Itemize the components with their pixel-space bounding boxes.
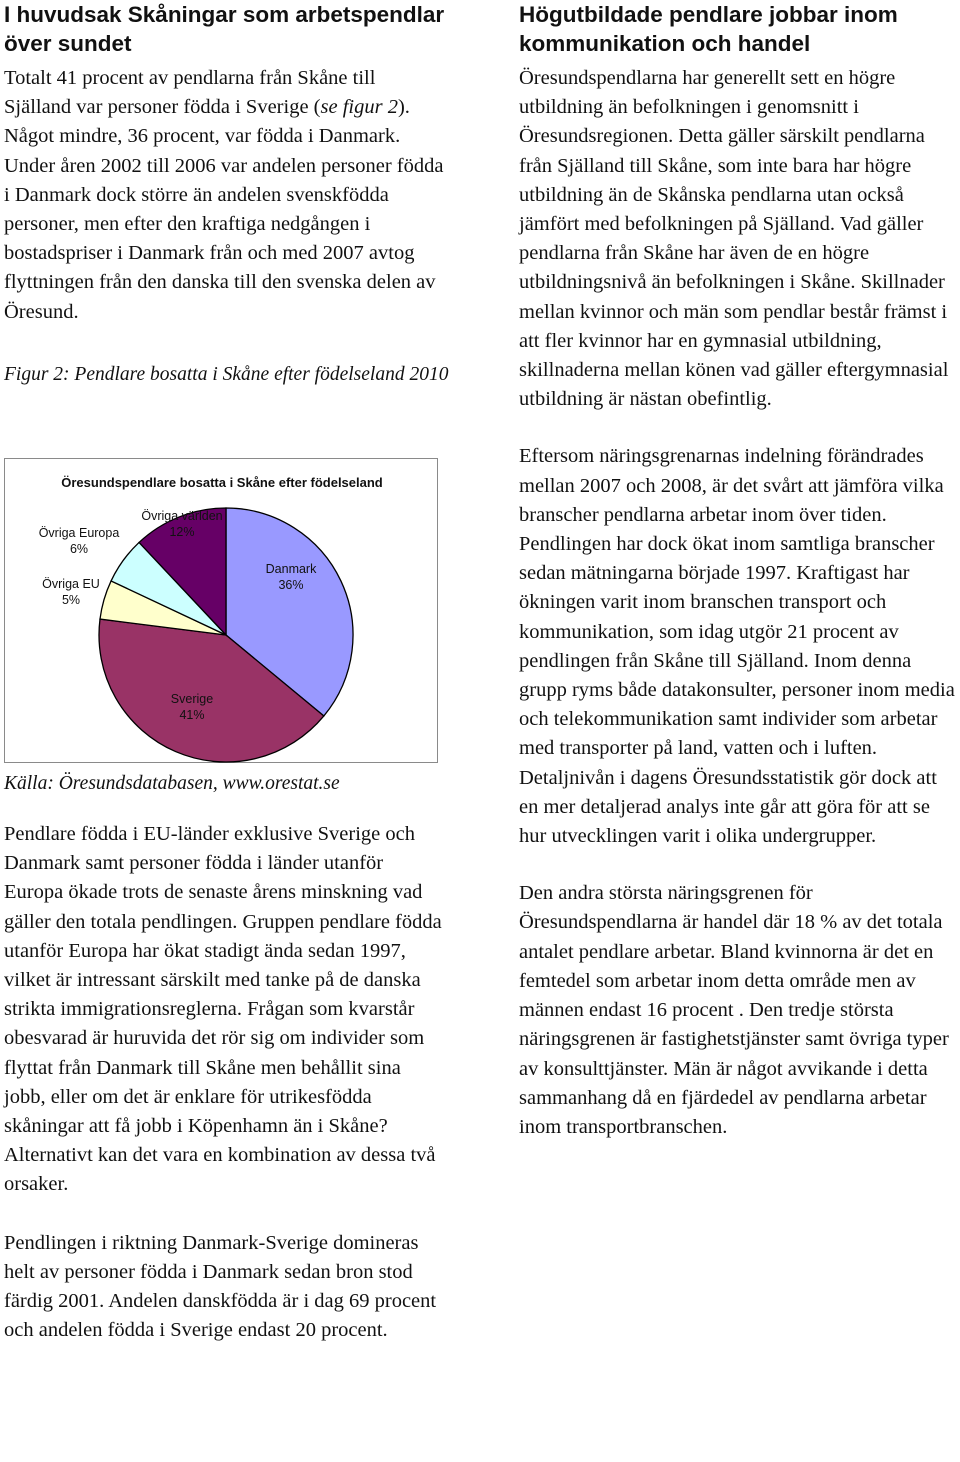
- right-heading: Högutbildade pendlare jobbar inom kommunikation och handel: [519, 2, 898, 56]
- right-paragraph-3: Den andra största näringsgrenen för Öresundspendlarna är handel där 18 % av det totala antalet pendlare arbetar. Bland kvinnorna är det en femtedel som arbetar inom detta område men av männen endast 16 procent . Den tredje största näringsgrenen är fastighetstjänster samt övriga typer av konsulttjänster. Män är något avvikande i detta sammanhang då en fjärdedel av pendlarna arbetar inom transportbranschen.: [519, 882, 949, 1138]
- pie-chart-figure: [4, 458, 438, 763]
- pie-label-name: Övriga Europa: [38, 526, 120, 540]
- right-column: [519, 0, 960, 1142]
- left-paragraph-3: Pendlingen i riktning Danmark-Sverige domineras helt av personer födda i Danmark sedan bron stod färdig 2001. Andelen danskfödda är i dag 69 procent och andelen födda i Sverige endast 20 procent.: [4, 1231, 437, 1342]
- pie-label-value: 36%: [278, 578, 304, 592]
- left-column: [4, 0, 452, 1342]
- pie-label-value: 41%: [179, 708, 205, 722]
- left-heading: I huvudsak Skåningar som arbetspendlar över sundet: [4, 2, 445, 56]
- left-paragraph-2: Pendlare födda i EU-länder exklusive Sverige och Danmark samt personer födda i länder utanför Europa ökade trots de senaste årens minskning vad gäller den totala pendlingen. Gruppen pendlare födda utanför Europa har ökat stadigt ända sedan 1997, vilket är intressant särskilt med tanke på de danska strikta immigrationsreglerna. Frågan som kvarstår obesvarad är huruvida det rör sig om individer som flyttat från Danmark till Skåne men behållit sina jobb, eller om det är enklare för utrikesfödda skåningar att få jobb i Köpenhamn än i Skåne? Alternativt kan det vara en kombination av dessa två orsaker.: [4, 823, 442, 1196]
- figure-caption: Figur 2: Pendlare bosatta i Skåne efter födelseland 2010: [4, 363, 449, 385]
- pie-label-name: Övriga EU: [42, 577, 100, 591]
- left-lower-text: [4, 820, 452, 1345]
- right-paragraph-2: Eftersom näringsgrenarnas indelning förändrades mellan 2007 och 2008, är det svårt att jämföra vilka branscher pendlarna arbetar inom över tiden. Pendlingen har dock ökat inom samtliga branscher sedan mätningarna började 1997. Kraftigast har ökningen varit inom branschen transport och kommunikation, som idag utgör 21 procent av pendlingen från Skåne till Själland. Inom denna grupp ryms både datakonsulter, personer inom media och telekommunikation samt individer som arbetar med transporter på land, vatten och i luften. Detaljnivån i dagens Öresundsstatistik gör dock att en mer detaljerad analys inte går att göra för att se hur utvecklingen varit i olika undergrupper.: [519, 445, 955, 848]
- pie-label-value: 5%: [61, 593, 81, 607]
- pie-label-name: Danmark: [265, 562, 317, 576]
- pie-label-value: 12%: [169, 525, 195, 539]
- pie-label-name: Sverige: [170, 692, 214, 706]
- chart-title: Öresundspendlare bosatta i Skåne efter födelseland: [61, 475, 383, 490]
- left-paragraph-1: Totalt 41 procent av pendlarna från Skåne till Själland var personer födda i Sverige (se figur 2). Något mindre, 36 procent, var födda i Danmark. Under åren 2002 till 2006 var andelen personer födda i Danmark dock större än andelen svenskfödda personer, men efter den kraftiga nedgången i bostadspriser i Danmark från och med 2007 avtog flyttningen från den danska till den svenska delen av Öresund.: [4, 67, 444, 323]
- figure-source: Källa: Öresundsdatabasen, www.orestat.se: [4, 773, 340, 794]
- pie-chart: [5, 459, 439, 764]
- pie-label-value: 6%: [69, 542, 89, 556]
- right-paragraph-1: Öresundspendlarna har generellt sett en högre utbildning än befolkningen i genomsnitt i Öresundsregionen. Detta gäller särskilt pendlarna från Själland till Skåne, som inte bara har högre utbildning än de Skånska pendlarna utan också jämfört med befolkningen på Själland. Vad gäller pendlarna från Skåne har även de en högre utbildningsnivå än befolkningen i Skåne. Skillnader mellan kvinnor och män som pendlar består främst i att fler kvinnor har en gymnasial utbildning, skillnaderna mellan könen vad gäller eftergymnasial utbildning är nästan obefintlig.: [519, 67, 949, 411]
- pie-label-name: Övriga världen: [141, 509, 223, 523]
